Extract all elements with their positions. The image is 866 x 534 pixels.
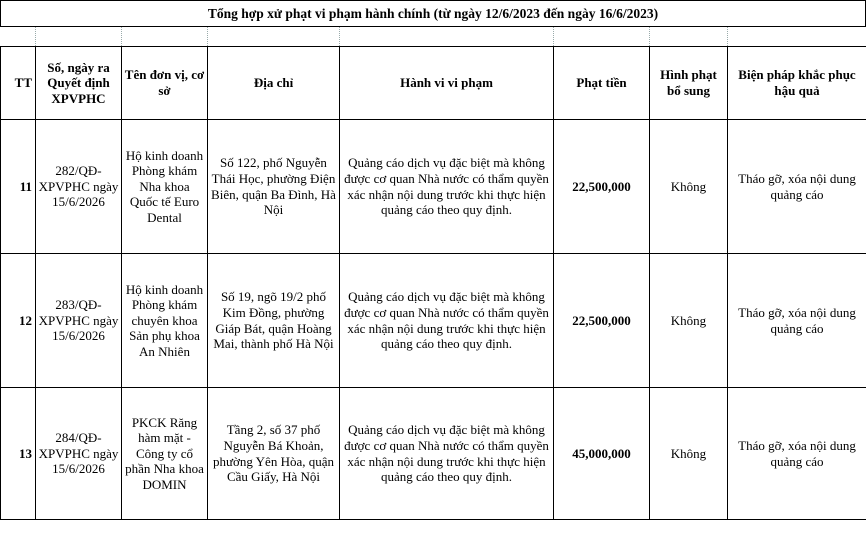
cell-decision[interactable]: 283/QĐ-XPVPHC ngày 15/6/2026 xyxy=(36,254,122,388)
cell-unit[interactable]: Hộ kinh doanh Phòng khám chuyên khoa Sản phụ khoa An Nhiên xyxy=(122,254,208,388)
header-tt[interactable]: TT xyxy=(1,47,36,120)
cell-address[interactable]: Số 122, phố Nguyễn Thái Học, phường Điện Biên, quận Ba Đình, Hà Nội xyxy=(208,120,340,254)
table-row xyxy=(1,254,866,388)
cell-address[interactable]: Tầng 2, số 37 phố Nguyễn Bá Khoản, phường Yên Hòa, quận Cầu Giấy, Hà Nội xyxy=(208,388,340,520)
gridline xyxy=(339,27,340,46)
gridline xyxy=(207,27,208,46)
header-unit[interactable]: Tên đơn vị, cơ sở xyxy=(122,47,208,120)
cell-unit[interactable]: PKCK Răng hàm mặt - Công ty cổ phần Nha khoa DOMIN xyxy=(122,388,208,520)
cell-violation[interactable]: Quảng cáo dịch vụ đặc biệt mà không được cơ quan Nhà nước có thẩm quyền xác nhận nội dung trước khi thực hiện quảng cáo theo quy định. xyxy=(340,254,554,388)
cell-fine[interactable]: 22,500,000 xyxy=(554,254,650,388)
cell-remedy[interactable]: Tháo gỡ, xóa nội dung quảng cáo xyxy=(728,388,866,520)
cell-tt[interactable]: 12 xyxy=(1,254,36,388)
header-decision[interactable]: Số, ngày ra Quyết định XPVPHC xyxy=(36,47,122,120)
gridline xyxy=(35,27,36,46)
table-row xyxy=(1,388,866,520)
cell-tt[interactable]: 13 xyxy=(1,388,36,520)
cell-fine[interactable]: 22,500,000 xyxy=(554,120,650,254)
title-text: Tổng hợp xử phạt vi phạm hành chính (từ ngày 12/6/2023 đến ngày 16/6/2023) xyxy=(207,5,659,21)
header-extra-penalty[interactable]: Hình phạt bổ sung xyxy=(650,47,728,120)
header-address[interactable]: Địa chỉ xyxy=(208,47,340,120)
cell-violation[interactable]: Quảng cáo dịch vụ đặc biệt mà không được cơ quan Nhà nước có thẩm quyền xác nhận nội dung trước khi thực hiện quảng cáo theo quy định. xyxy=(340,120,554,254)
cell-decision[interactable]: 282/QĐ-XPVPHC ngày 15/6/2026 xyxy=(36,120,122,254)
cell-fine[interactable]: 45,000,000 xyxy=(554,388,650,520)
header-row xyxy=(1,47,866,120)
header-violation[interactable]: Hành vi vi phạm xyxy=(340,47,554,120)
blank-spreadsheet-row[interactable] xyxy=(0,27,866,47)
table-row xyxy=(1,120,866,254)
gridline xyxy=(727,27,728,46)
cell-extra-penalty[interactable]: Không xyxy=(650,120,728,254)
cell-address[interactable]: Số 19, ngõ 19/2 phố Kim Đồng, phường Giáp Bát, quận Hoàng Mai, thành phố Hà Nội xyxy=(208,254,340,388)
cell-decision[interactable]: 284/QĐ-XPVPHC ngày 15/6/2026 xyxy=(36,388,122,520)
sheet-title xyxy=(0,0,866,27)
cell-violation[interactable]: Quảng cáo dịch vụ đặc biệt mà không được cơ quan Nhà nước có thẩm quyền xác nhận nội dung trước khi thực hiện quảng cáo theo quy định. xyxy=(340,388,554,520)
cell-tt[interactable]: 11 xyxy=(1,120,36,254)
gridline xyxy=(553,27,554,46)
cell-unit[interactable]: Hộ kinh doanh Phòng khám Nha khoa Quốc tế Euro Dental xyxy=(122,120,208,254)
header-remedy[interactable]: Biện pháp khắc phục hậu quả xyxy=(728,47,866,120)
sheet-bottom-area xyxy=(0,523,866,534)
gridline xyxy=(649,27,650,46)
violations-table xyxy=(0,46,866,520)
cell-remedy[interactable]: Tháo gỡ, xóa nội dung quảng cáo xyxy=(728,254,866,388)
header-fine[interactable]: Phạt tiền xyxy=(554,47,650,120)
cell-extra-penalty[interactable]: Không xyxy=(650,254,728,388)
cell-remedy[interactable]: Tháo gỡ, xóa nội dung quảng cáo xyxy=(728,120,866,254)
cell-extra-penalty[interactable]: Không xyxy=(650,388,728,520)
gridline xyxy=(121,27,122,46)
